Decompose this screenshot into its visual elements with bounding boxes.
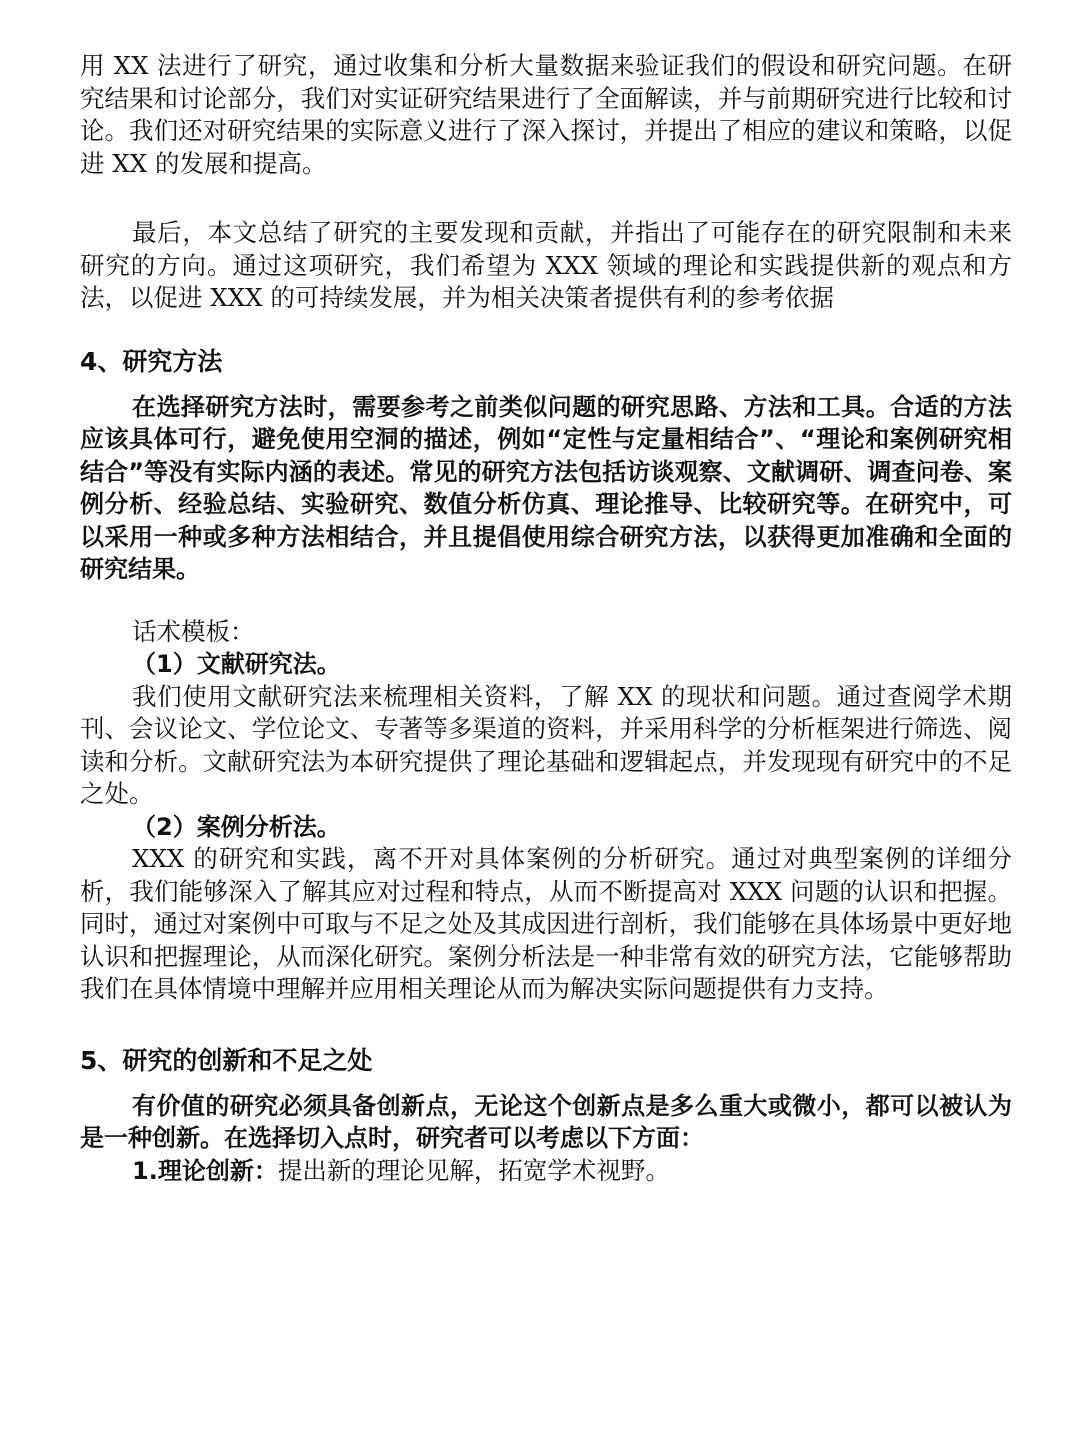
template-label: 话术模板： (132, 616, 255, 646)
section-5-heading: 5、研究的创新和不足之处 (80, 1045, 373, 1075)
document-page (80, 50, 1012, 1187)
section-4-body: 在选择研究方法时，需要参考之前类似问题的研究思路、方法和工具。合适的方法应该具体可行，避免使用空洞的描述，例如“定性与定量相结合”、“理论和案例研究相结合”等没有实际内涵的表述。常见的研究方法包括访谈观察、文献调研、调查问卷、案例分析、经验总结、实验研究、数值分析仿真、理论推导、比较研究等。在研究中，可以采用一种或多种方法相结合，并且提倡使用综合研究方法，以获得更加准确和全面的研究结果。 (80, 392, 1012, 583)
innovation-item-1-label: 1.理论创新： (132, 1156, 278, 1185)
conclusion-summary-paragraph: 最后，本文总结了研究的主要发现和贡献，并指出了可能存在的研究限制和未来研究的方向。通过这项研究，我们希望为 XXX 领域的理论和实践提供新的观点和方法，以促进 XXX 的可持续发展，并为相关决策者提供有利的参考依据 (80, 218, 1012, 312)
intro-continuation-paragraph: 用 XX 法进行了研究，通过收集和分析大量数据来验证我们的假设和研究问题。在研究结果和讨论部分，我们对实证研究结果进行了全面解读，并与前期研究进行比较和讨论。我们还对研究结果的实际意义进行了深入探讨，并提出了相应的建议和策略，以促进 XX 的发展和提高。 (80, 51, 1012, 178)
method-1-title: （1）文献研究法。 (132, 650, 341, 678)
section-4-heading: 4、研究方法 (80, 346, 223, 376)
method-2-title: （2）案例分析法。 (132, 812, 341, 841)
section-5-body: 有价值的研究必须具备创新点，无论这个创新点是多么重大或微小，都可以被认为是一种创新。在选择切入点时，研究者可以考虑以下方面： (80, 1091, 1012, 1152)
method-1-body: 我们使用文献研究法来梳理相关资料，了解 XX 的现状和问题。通过查阅学术期刊、会议论文、学位论文、专著等多渠道的资料，并采用科学的分析框架进行筛选、阅读和分析。文献研究法为本研究提供了理论基础和逻辑起点，并发现现有研究中的不足之处。 (80, 681, 1012, 808)
innovation-item-1-text: 提出新的理论见解，拓宽学术视野。 (277, 1155, 670, 1185)
innovation-item-1 (80, 1155, 1012, 1188)
method-2-body: XXX 的研究和实践，离不开对具体案例的分析研究。通过对典型案例的详细分析，我们能够深入了解其应对过程和特点，从而不断提高对 XXX 问题的认识和把握。同时，通过对案例中可取与不足之处及其成因进行剖析，我们能够在具体场景中更好地认识和把握理论，从而深化研究。案例分析法是一种非常有效的研究方法，它能够帮助我们在具体情境中理解并应用相关理论从而为解决实际问题提供有力支持。 (80, 844, 1012, 1003)
